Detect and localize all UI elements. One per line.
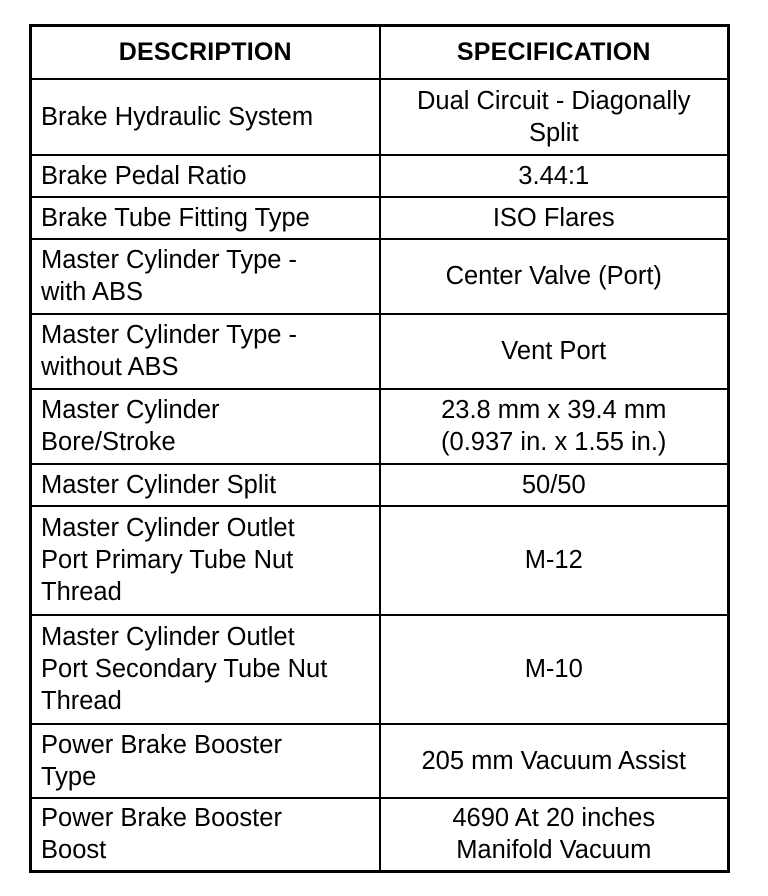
table-row — [31, 615, 729, 724]
description-cell: Master Cylinder Type - with ABS — [31, 239, 380, 314]
table-row — [31, 798, 729, 872]
description-cell: Brake Tube Fitting Type — [31, 197, 380, 239]
description-cell: Master Cylinder Outlet Port Secondary Tube Nut Thread — [31, 615, 380, 724]
specification-cell: M-12 — [380, 506, 729, 615]
header-description: DESCRIPTION — [31, 26, 380, 79]
specification-cell: 205 mm Vacuum Assist — [380, 724, 729, 798]
table-row — [31, 389, 729, 464]
description-cell: Master Cylinder Split — [31, 464, 380, 506]
description-cell: Brake Pedal Ratio — [31, 155, 380, 197]
table-header-row — [31, 26, 729, 79]
description-cell: Power Brake Booster Boost — [31, 798, 380, 872]
specification-cell: 4690 At 20 inches Manifold Vacuum — [380, 798, 729, 872]
brake-specifications-table — [29, 24, 730, 873]
specification-cell: Center Valve (Port) — [380, 239, 729, 314]
specification-cell: ISO Flares — [380, 197, 729, 239]
description-cell: Master Cylinder Type - without ABS — [31, 314, 380, 389]
table-row — [31, 155, 729, 197]
specification-cell: 23.8 mm x 39.4 mm (0.937 in. x 1.55 in.) — [380, 389, 729, 464]
table-row — [31, 79, 729, 155]
table-row — [31, 724, 729, 798]
description-cell: Master Cylinder Outlet Port Primary Tube Nut Thread — [31, 506, 380, 615]
description-cell: Brake Hydraulic System — [31, 79, 380, 155]
specification-cell: Dual Circuit - Diagonally Split — [380, 79, 729, 155]
specification-cell: 3.44:1 — [380, 155, 729, 197]
table-row — [31, 464, 729, 506]
table-row — [31, 506, 729, 615]
specification-cell: M-10 — [380, 615, 729, 724]
description-cell: Power Brake Booster Type — [31, 724, 380, 798]
description-cell: Master Cylinder Bore/Stroke — [31, 389, 380, 464]
table-row — [31, 197, 729, 239]
header-specification: SPECIFICATION — [380, 26, 729, 79]
specification-cell: 50/50 — [380, 464, 729, 506]
specification-cell: Vent Port — [380, 314, 729, 389]
table-row — [31, 314, 729, 389]
table-row — [31, 239, 729, 314]
